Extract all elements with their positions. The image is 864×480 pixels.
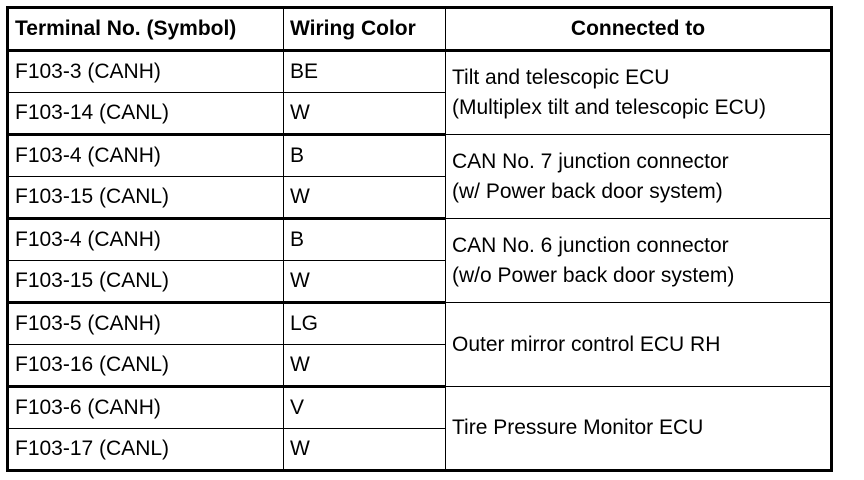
wiring-color-cell: LG [284,303,446,345]
table-header [8,8,832,51]
terminal-cell: F103-4 (CANH) [8,135,284,177]
wiring-color-cell: W [284,345,446,387]
connected-to-cell [446,303,832,387]
terminal-cell: F103-6 (CANH) [8,387,284,429]
wiring-color-cell: W [284,429,446,471]
connected-to-cell [446,387,832,471]
connected-to-line: Tire Pressure Monitor ECU [452,416,704,439]
connected-to-line: Outer mirror control ECU RH [452,332,721,356]
connected-to-line: (w/ Power back door system) [452,179,723,203]
terminal-cell: F103-14 (CANL) [8,93,284,135]
connected-to-line: CAN No. 6 junction connector [452,233,729,257]
terminal-cell: F103-15 (CANL) [8,261,284,303]
table-row [8,51,832,93]
connected-to-line: Tilt and telescopic ECU [452,66,670,89]
wiring-color-cell: W [284,261,446,303]
table-row [8,219,832,261]
connected-to-line: (w/o Power back door system) [452,263,735,287]
connected-to-cell [446,219,832,303]
wiring-color-cell: W [284,93,446,135]
header-wiring-color: Wiring Color [284,8,446,51]
wiring-color-cell: V [284,387,446,429]
table-row [8,135,832,177]
wiring-table [6,6,833,472]
wiring-color-cell: W [284,177,446,219]
table-row [8,303,832,345]
wiring-color-cell: BE [284,51,446,93]
table-row [8,387,832,429]
terminal-cell: F103-15 (CANL) [8,177,284,219]
wiring-color-cell: B [284,219,446,261]
wiring-color-cell: B [284,135,446,177]
terminal-cell: F103-16 (CANL) [8,345,284,387]
terminal-cell: F103-4 (CANH) [8,219,284,261]
connected-to-line: CAN No. 7 junction connector [452,149,729,173]
terminal-cell: F103-3 (CANH) [8,51,284,93]
connected-to-cell [446,51,832,135]
table-body [8,51,832,471]
header-terminal: Terminal No. (Symbol) [8,8,284,51]
terminal-cell: F103-5 (CANH) [8,303,284,345]
connected-to-cell [446,135,832,219]
terminal-cell: F103-17 (CANL) [8,429,284,471]
header-connected-to: Connected to [446,8,832,51]
header-row [8,8,832,51]
connected-to-line: (Multiplex tilt and telescopic ECU) [452,96,766,119]
